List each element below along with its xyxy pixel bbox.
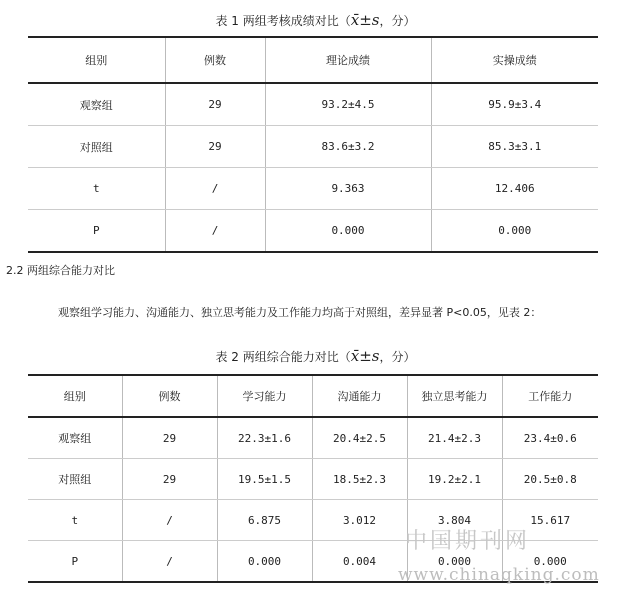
table-cell: 3.804 (407, 500, 502, 541)
table2-caption-suffix: ，分） (379, 350, 416, 364)
table-cell: 0.000 (217, 541, 312, 583)
table2-row-control (28, 459, 598, 500)
table2-header-row (28, 375, 598, 417)
table-cell: P (28, 541, 122, 583)
table1-caption (0, 12, 631, 29)
table-cell: 观察组 (28, 417, 122, 459)
table1 (28, 36, 598, 253)
table1-header-row (28, 37, 598, 83)
table-cell: 6.875 (217, 500, 312, 541)
table-cell: 29 (122, 417, 217, 459)
table1-header-cell: 实操成绩 (431, 37, 598, 83)
table-cell: 83.6±3.2 (265, 126, 431, 168)
table-cell: 0.000 (407, 541, 502, 583)
table-cell: 29 (165, 126, 265, 168)
table-cell: 0.000 (431, 210, 598, 253)
table1-row-p (28, 210, 598, 253)
section-paragraph: 观察组学习能力、沟通能力、独立思考能力及工作能力均高于对照组，差异显著 P<0.05，见表 2： (58, 306, 542, 319)
table-cell: 0.004 (312, 541, 407, 583)
table-cell: t (28, 168, 165, 210)
table-cell: 18.5±2.3 (312, 459, 407, 500)
table1-header-cell: 组别 (28, 37, 165, 83)
table-cell: 29 (122, 459, 217, 500)
table1-header-cell: 例数 (165, 37, 265, 83)
table2-header-cell: 组别 (28, 375, 122, 417)
table1-header-cell: 理论成绩 (265, 37, 431, 83)
table-cell: 19.5±1.5 (217, 459, 312, 500)
table2-header-cell: 例数 (122, 375, 217, 417)
table2-row-observation (28, 417, 598, 459)
table-cell: 29 (165, 83, 265, 126)
table-cell: 19.2±2.1 (407, 459, 502, 500)
table2-caption (0, 348, 631, 365)
table-cell: 20.5±0.8 (502, 459, 598, 500)
table1-caption-stat: x̄±s (350, 11, 380, 29)
table2-caption-stat: x̄±s (350, 347, 380, 365)
table-cell: t (28, 500, 122, 541)
watermark-url: www.chinaqking.com (398, 565, 600, 585)
table1-row-control (28, 126, 598, 168)
table2-header-cell: 沟通能力 (312, 375, 407, 417)
table-cell: 9.363 (265, 168, 431, 210)
watermark-name: 中国期刊网 (405, 529, 531, 554)
table-cell: 对照组 (28, 126, 165, 168)
table2-caption-prefix: 表 2 两组综合能力对比（ (215, 350, 351, 364)
table-cell: 12.406 (431, 168, 598, 210)
table1-row-observation (28, 83, 598, 126)
section-heading: 2.2 两组综合能力对比 (6, 264, 115, 277)
table-cell: 93.2±4.5 (265, 83, 431, 126)
table-cell: 95.9±3.4 (431, 83, 598, 126)
table-cell: 23.4±0.6 (502, 417, 598, 459)
table1-caption-prefix: 表 1 两组考核成绩对比（ (215, 14, 351, 28)
table-cell: 0.000 (502, 541, 598, 583)
table-cell: P (28, 210, 165, 253)
table-cell: 对照组 (28, 459, 122, 500)
table-cell: 85.3±3.1 (431, 126, 598, 168)
table2-header-cell: 工作能力 (502, 375, 598, 417)
table-cell: 3.012 (312, 500, 407, 541)
table-cell: 20.4±2.5 (312, 417, 407, 459)
table1-row-t (28, 168, 598, 210)
table1-caption-suffix: ，分） (379, 14, 416, 28)
table-cell: 观察组 (28, 83, 165, 126)
table2-header-cell: 独立思考能力 (407, 375, 502, 417)
table-cell: 22.3±1.6 (217, 417, 312, 459)
table2-header-cell: 学习能力 (217, 375, 312, 417)
table-cell: 15.617 (502, 500, 598, 541)
table-cell: 0.000 (265, 210, 431, 253)
table-cell: 21.4±2.3 (407, 417, 502, 459)
table-cell: / (122, 500, 217, 541)
table-cell: / (122, 541, 217, 583)
table-cell: / (165, 168, 265, 210)
table-cell: / (165, 210, 265, 253)
